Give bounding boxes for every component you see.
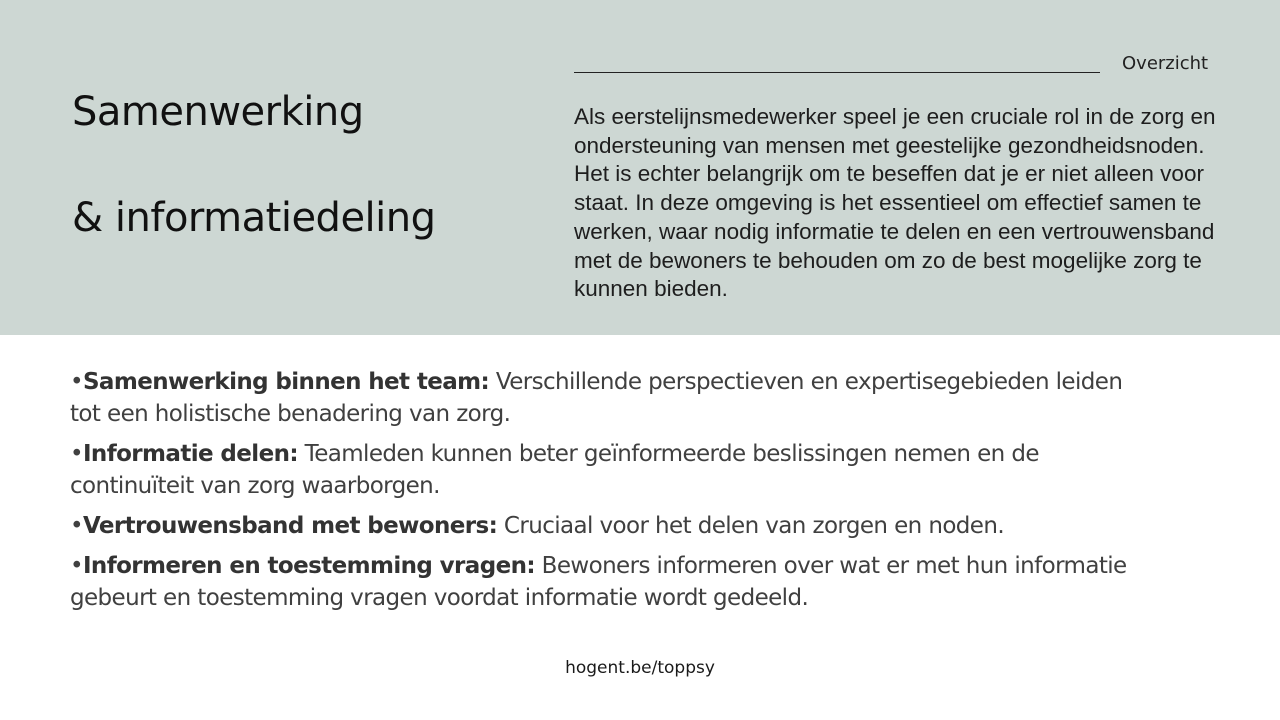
bullet-lead: Samenwerking binnen het team:	[82, 369, 490, 395]
bullet-text: Teamleden kunnen beter geïnformeerde beslissingen nemen en de continuïteit van zorg waarborgen.	[70, 441, 1039, 499]
bullet-marker: •	[70, 441, 83, 467]
bullet-text: Bewoners informeren over wat er met hun informatie gebeurt en toestemming vragen voordat informatie wordt gedeeld.	[70, 553, 1127, 611]
bullet-item-toestemming	[70, 550, 1130, 614]
bullet-marker: •	[70, 513, 83, 539]
bullet-text: Verschillende perspectieven en expertisegebieden leiden tot een holistische benadering van zorg.	[70, 369, 1123, 427]
section-label: Overzicht	[1122, 53, 1209, 74]
bullet-list	[70, 366, 1130, 622]
footer-url: hogent.be/toppsy	[565, 658, 715, 678]
bullet-marker: •	[70, 369, 83, 395]
bullet-text: Cruciaal voor het delen van zorgen en noden.	[497, 513, 1005, 539]
bullet-item-vertrouwensband	[70, 510, 1130, 542]
bullet-lead: Informatie delen:	[82, 441, 298, 467]
section-divider-line	[574, 72, 1100, 73]
bullet-lead: Informeren en toestemming vragen:	[82, 553, 535, 579]
bullet-marker: •	[70, 553, 83, 579]
slide-title-spacer	[72, 139, 436, 192]
slide-title-line-1: Samenwerking	[72, 89, 364, 135]
slide-title	[72, 86, 436, 245]
header-band	[0, 0, 1280, 335]
bullet-lead: Vertrouwensband met bewoners:	[82, 513, 498, 539]
slide-title-line-2: & informatiedeling	[72, 195, 436, 241]
bullet-item-team	[70, 366, 1130, 430]
intro-paragraph: Als eerstelijnsmedewerker speel je een cruciale rol in de zorg en ondersteuning van mensen met geestelijke gezondheidsnoden. Het is echter belangrijk om te beseffen dat je er niet alleen voor staat. In deze omgeving is het essentieel om effectief samen te werken, waar nodig informatie te delen en een vertrouwensband met de bewoners te behouden om zo de best mogelijke zorg te kunnen bieden.	[574, 104, 1216, 302]
bullet-item-info-delen	[70, 438, 1130, 502]
